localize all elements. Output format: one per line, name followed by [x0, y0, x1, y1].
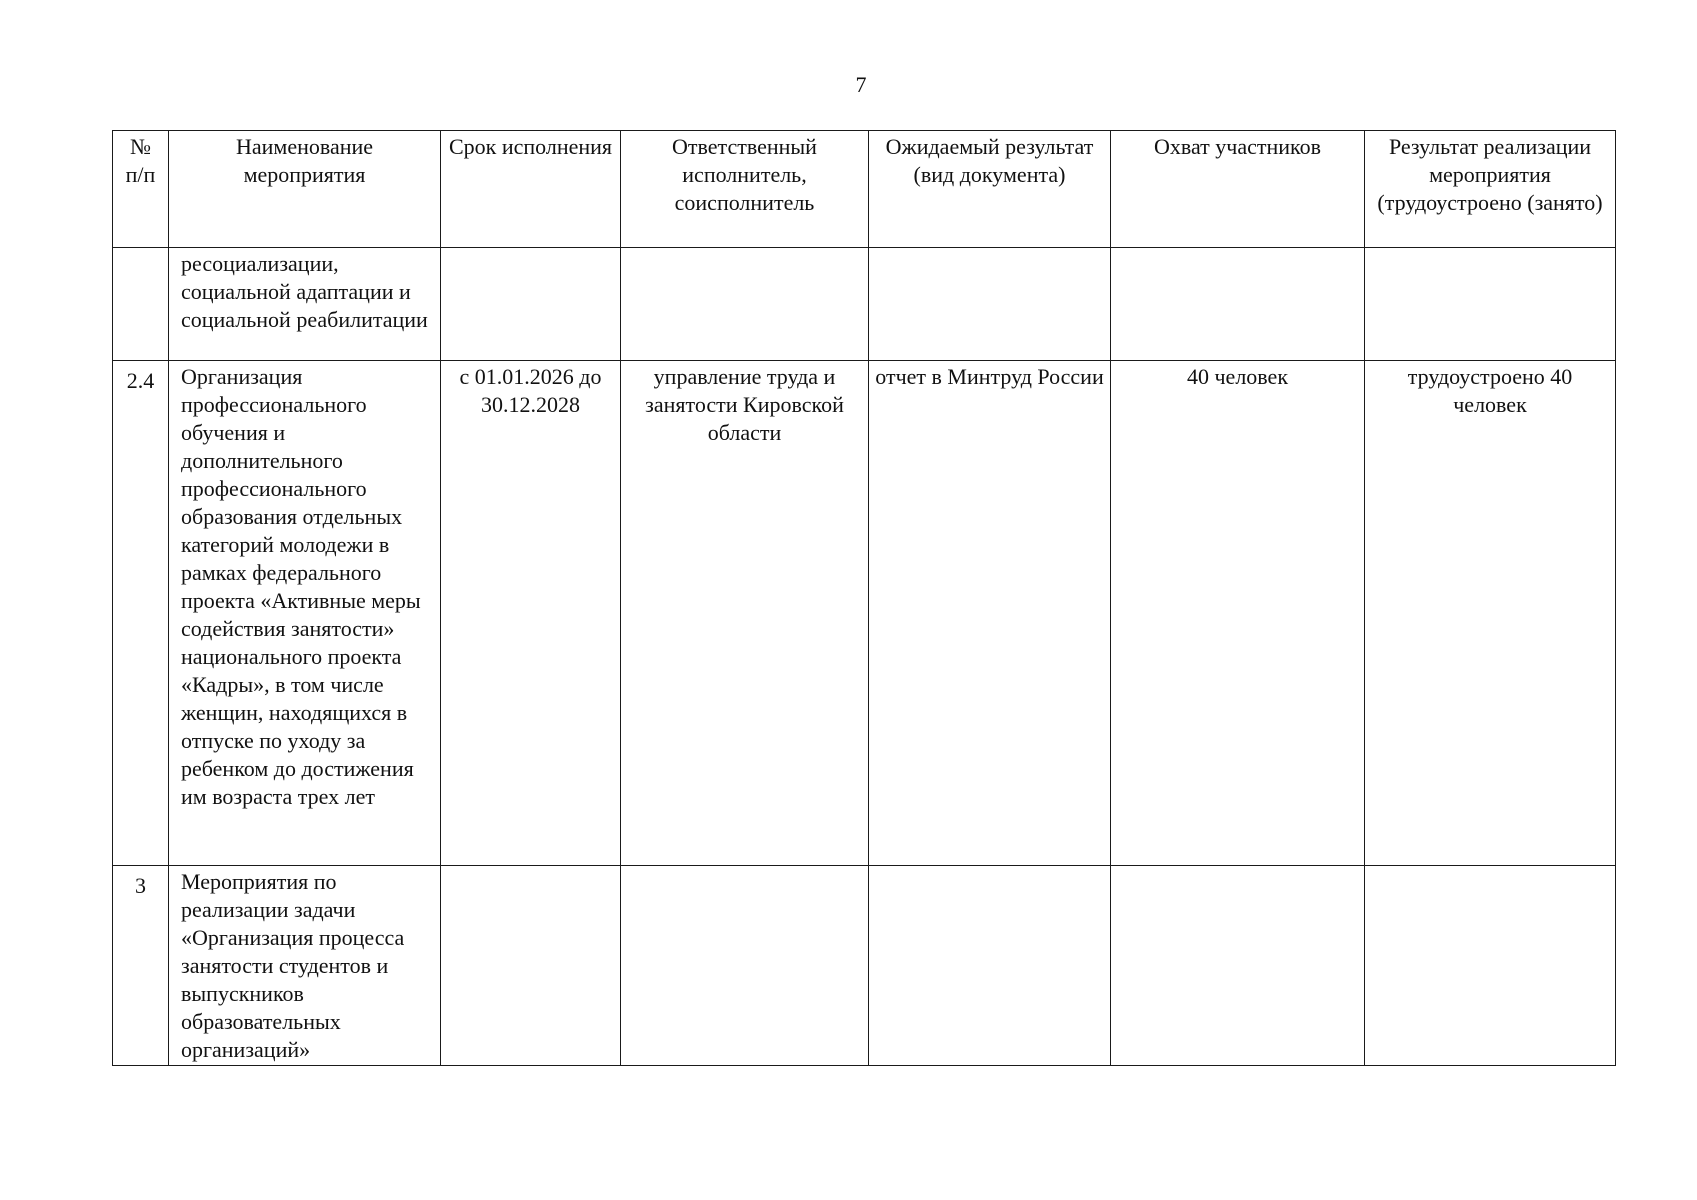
- header-deadline: Срок исполнения: [441, 131, 621, 248]
- cell-expected-result: отчет в Минтруд России: [869, 361, 1111, 866]
- cell-deadline: [441, 248, 621, 361]
- cell-result: [1365, 866, 1616, 1066]
- cell-coverage: 40 человек: [1111, 361, 1365, 866]
- cell-expected-result: [869, 248, 1111, 361]
- cell-num: [113, 248, 169, 361]
- cell-name: Организация профессионального обучения и дополнительного профессионального образования отдельных категорий молодежи в рамках федерального проекта «Активные меры содействия занятости» национального проекта «Кадры», в том числе женщин, находящихся в отпуске по уходу за ребенком до достижения им возраста трех лет: [169, 361, 441, 866]
- cell-deadline: с 01.01.2026 до 30.12.2028: [441, 361, 621, 866]
- activities-table: [112, 130, 1616, 1066]
- cell-expected-result: [869, 866, 1111, 1066]
- cell-deadline: [441, 866, 621, 1066]
- header-coverage: Охват участников: [1111, 131, 1365, 248]
- cell-num: 3: [113, 866, 169, 1066]
- header-result: Результат реализации мероприятия (трудоустроено (занято): [1365, 131, 1616, 248]
- cell-responsible: [621, 866, 869, 1066]
- cell-name: Мероприятия по реализации задачи «Организация процесса занятости студентов и выпускников образовательных организаций»: [169, 866, 441, 1066]
- cell-result: [1365, 248, 1616, 361]
- table-row: [113, 248, 1616, 361]
- page-number: 7: [855, 72, 867, 97]
- table-header-row: [113, 131, 1616, 248]
- cell-coverage: [1111, 866, 1365, 1066]
- cell-responsible: [621, 248, 869, 361]
- cell-responsible: управление труда и занятости Кировской области: [621, 361, 869, 866]
- cell-coverage: [1111, 248, 1365, 361]
- table-row: [113, 361, 1616, 866]
- cell-num: 2.4: [113, 361, 169, 866]
- cell-result: трудоустроено 40 человек: [1365, 361, 1616, 866]
- cell-name: ресоциализации, социальной адаптации и социальной реабилитации: [169, 248, 441, 361]
- header-responsible: Ответственный исполнитель, соисполнитель: [621, 131, 869, 248]
- header-name: Наименование мероприятия: [169, 131, 441, 248]
- header-expected-result: Ожидаемый результат (вид документа): [869, 131, 1111, 248]
- header-num: № п/п: [113, 131, 169, 248]
- table-row: [113, 866, 1616, 1066]
